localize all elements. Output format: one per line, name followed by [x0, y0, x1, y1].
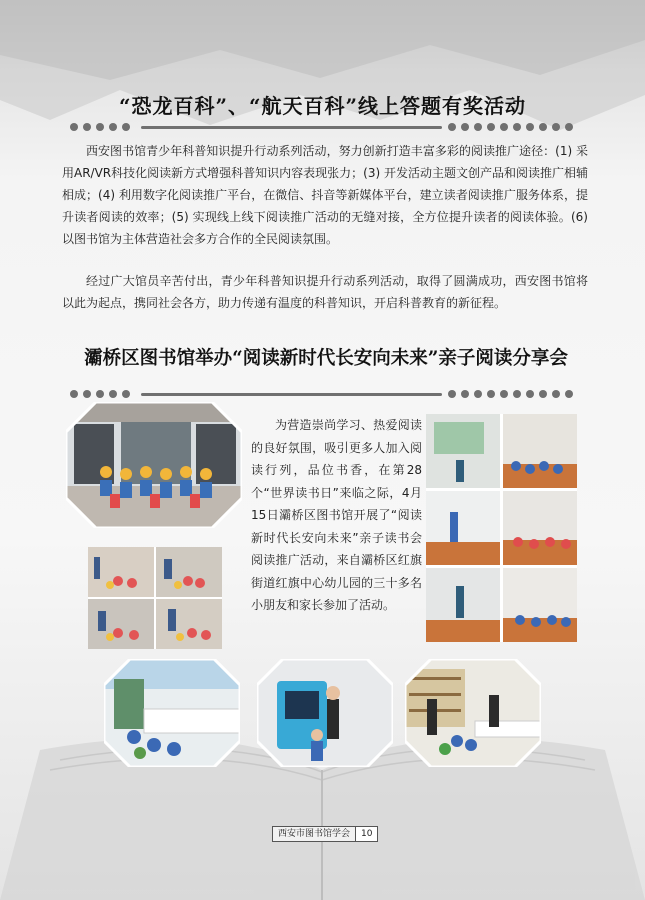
decorative-dot-divider [70, 123, 578, 131]
photo-grid-reading-corridor [88, 547, 222, 649]
article1-title: “恐龙百科”、“航天百科”线上答题有奖活动 [118, 94, 526, 118]
page-number: 10 [356, 826, 378, 842]
page-footer [272, 826, 378, 842]
decorative-dot-divider [70, 390, 578, 398]
photo-grid-activity-right [426, 414, 577, 642]
article2-body: 为营造崇尚学习、热爱阅读的良好氛围，吸引更多人加入阅读行列，品位书香，在第28个“世界读书日”来临之际，4月15日灞桥区图书馆开展了“阅读新时代长安向未来”亲子读书会阅读推广活动，来自灞桥区红旗街道红旗中心幼儿园的三十多名小朋友和家长参加了活动。 [251, 418, 422, 612]
article1-paragraph-1: 西安图书馆青少年科普知识提升行动系列活动，努力创新打造丰富多彩的阅读推广途径：(1) 采用AR/VR科技化阅读新方式增强科普知识内容表现张力；(3) 开发活动主题文创产品和阅读推广相辅相成；(4) 利用数字化阅读推广平台，在微信、抖音等新媒体平台，建立读者阅读推广服务体系，提升读者阅读的效率；(5) 实现线上线下阅读推广活动的无缝对接，全方位提升读者的阅读体验。(6) 以图书馆为主体营造社会多方合作的全民阅读氛围。 [62, 144, 588, 246]
footer-publisher: 西安市图书馆学会 [272, 826, 356, 842]
article2-title: 灞桥区图书馆举办“阅读新时代长安向未来”亲子阅读分享会 [84, 348, 568, 369]
photo-digital-reader-kiosk [257, 659, 393, 767]
article1-paragraph-2: 经过广大馆员辛苦付出，青少年科普知识提升行动系列活动，取得了圆满成功，西安图书馆将以此为起点，携同社会各方，助力传递有温度的科普知识，开启科普教育的新征程。 [62, 274, 588, 310]
photo-reading-table-children [104, 659, 240, 767]
photo-parents-children-library [405, 659, 541, 767]
photo-children-group-outside-library [66, 402, 242, 528]
